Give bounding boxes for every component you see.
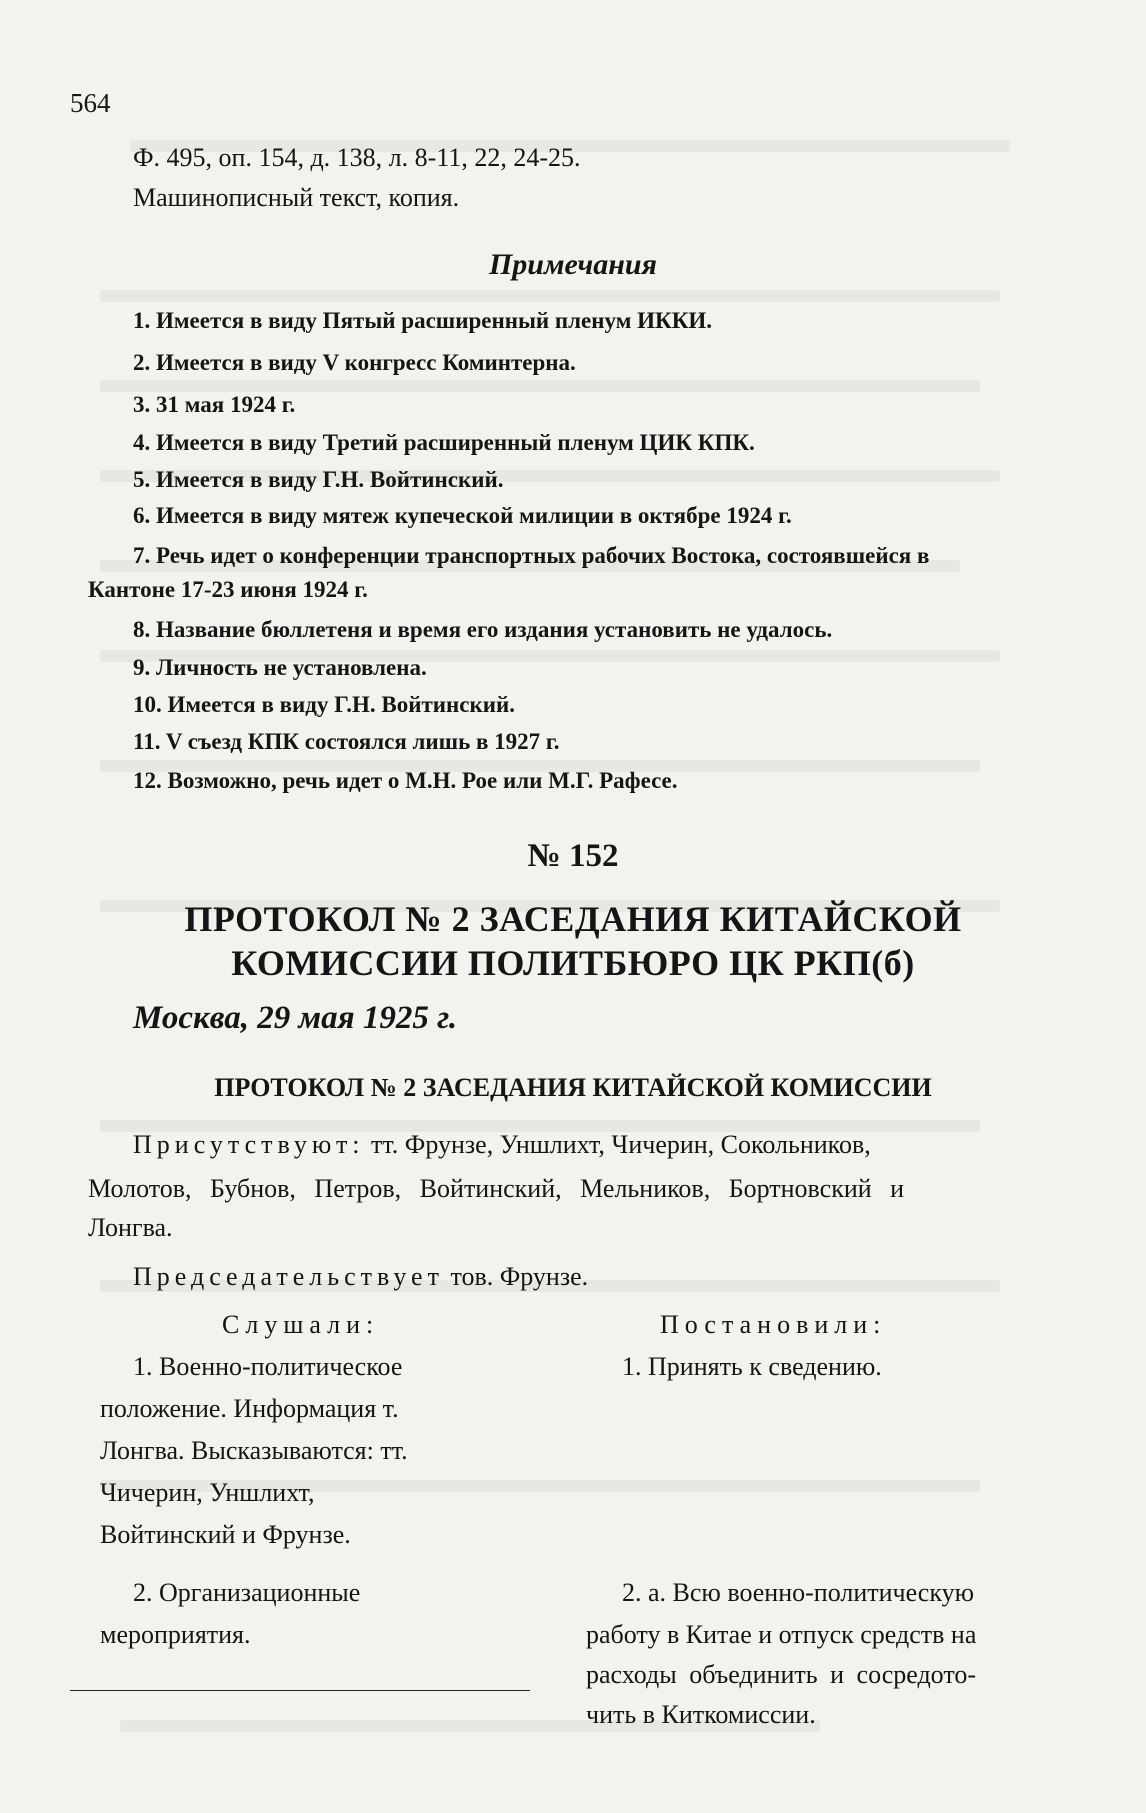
note-item: 12. Возможно, речь идет о М.Н. Рое или М.Г. Рафесе. [133,768,678,793]
heard-item-2-line: мероприятия. [100,1620,251,1649]
chair-name: тов. Фрунзе. [450,1262,589,1291]
note-item: 7. Речь идет о конференции транспортных рабочих Востока, состоявшейся в [133,543,930,568]
heard-item-1-line: положение. Информация т. [100,1394,399,1423]
archive-reference: Ф. 495, оп. 154, д. 138, л. 8-11, 22, 24-25. [133,143,581,172]
protocol-subtitle: ПРОТОКОЛ № 2 ЗАСЕДАНИЯ КИТАЙСКОЙ КОМИССИИ [214,1073,932,1102]
attendees-line-2: Молотов, Бубнов, Петров, Войтинский, Мельников, Бортновский и [88,1174,905,1203]
footnote-divider [70,1690,530,1691]
note-item: 11. V съезд КПК состоялся лишь в 1927 г. [133,729,560,754]
resolved-item-2-line: работу в Китае и отпуск средств на [586,1620,977,1649]
heard-item-1-line: Войтинский и Фрунзе. [100,1520,351,1549]
heard-column-header: Слушали: [222,1310,380,1339]
chair-line [133,1262,588,1292]
resolved-item-2-line: чить в Киткомиссии. [586,1700,816,1729]
heard-item-1-line: Лонгва. Высказываются: тт. [100,1436,408,1465]
document-title-line-2: КОМИССИИ ПОЛИТБЮРО ЦК РКП(б) [231,943,915,983]
attendees-line-3: Лонгва. [88,1213,173,1242]
heard-item-1-line: 1. Военно-политическое [133,1352,403,1381]
note-item: 4. Имеется в виду Третий расширенный пленум ЦИК КПК. [133,430,755,455]
heard-item-1-line: Чичерин, Уншлихт, [100,1478,315,1507]
heard-item-2-line: 2. Организационные [133,1578,361,1607]
resolved-item-2-line: 2. а. Всю военно-политическую [622,1578,975,1607]
document-type-note: Машинописный текст, копия. [133,183,460,212]
resolved-item-2-line: расходы объединить и сосредото- [586,1660,977,1689]
document-title-line-1: ПРОТОКОЛ № 2 ЗАСЕДАНИЯ КИТАЙСКОЙ [184,899,962,939]
chair-label: Председательствует [133,1262,444,1291]
note-item: 1. Имеется в виду Пятый расширенный пленум ИККИ. [133,308,713,333]
resolved-item-1: 1. Принять к сведению. [622,1352,882,1381]
note-item-continuation: Кантоне 17-23 июня 1924 г. [88,577,368,602]
notes-heading: Примечания [488,248,658,281]
dateline: Москва, 29 мая 1925 г. [133,1000,458,1036]
document-number: № 152 [527,838,619,874]
note-item: 10. Имеется в виду Г.Н. Войтинский. [133,692,515,717]
resolved-column-header: Постановили: [660,1310,887,1339]
attendees-label: Присутствуют: [133,1130,365,1159]
page-number: 564 [70,88,111,118]
note-item: 3. 31 мая 1924 г. [133,392,296,417]
note-item: 2. Имеется в виду V конгресс Коминтерна. [133,350,576,375]
note-item: 6. Имеется в виду мятеж купеческой милиции в октябре 1924 г. [133,503,792,528]
note-item: 9. Личность не установлена. [133,655,427,680]
attendees-line-1 [133,1130,871,1160]
attendees-names: тт. Фрунзе, Уншлихт, Чичерин, Сокольников, [371,1130,871,1159]
note-item: 8. Название бюллетеня и время его издания установить не удалось. [133,617,833,642]
note-item: 5. Имеется в виду Г.Н. Войтинский. [133,467,504,492]
